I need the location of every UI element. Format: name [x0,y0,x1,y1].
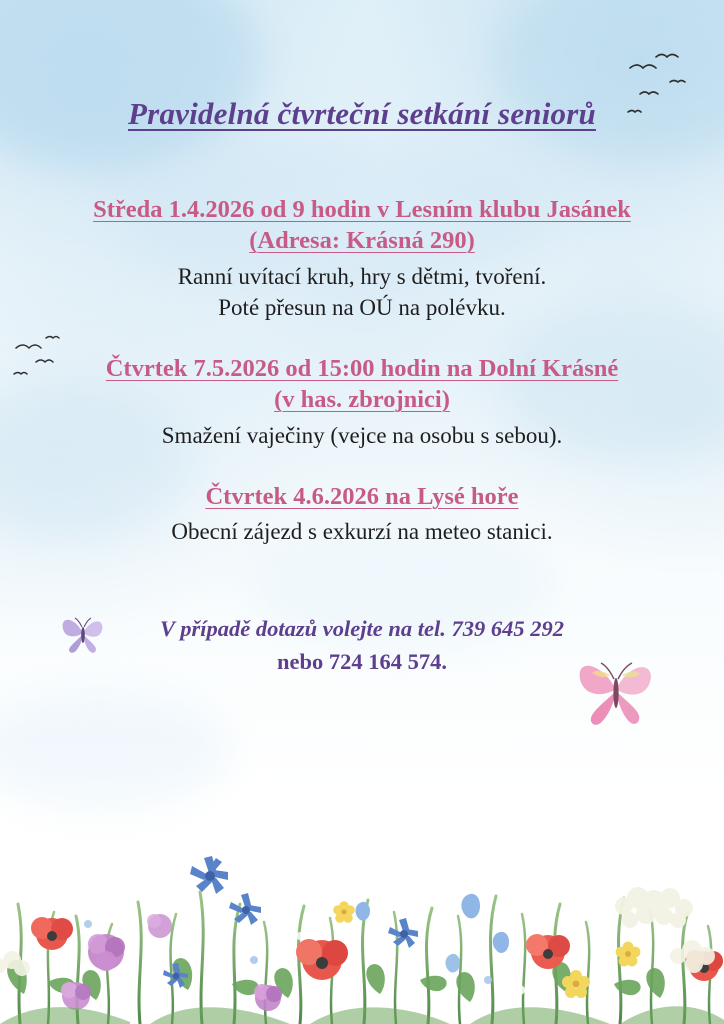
event-heading-1-sub: (Adresa: Krásná 290) [249,227,475,255]
event-block-1 [0,194,724,323]
event-heading-2-main: Čtvrtek 7.5.2026 od 15:00 hodin na Dolní Krásné [105,354,619,382]
page-title: Pravidelná čtvrteční setkání seniorů [128,96,596,131]
spacer [0,323,724,353]
spacer [0,132,724,194]
event-heading-2 [0,353,724,416]
contact-block [0,613,724,678]
event-body-2 [0,420,724,451]
contact-line-2: nebo 724 164 574. [276,648,447,674]
event-heading-1 [0,194,724,257]
event-block-3 [0,481,724,547]
event-body-2-line-1: Smažení vaječiny (vejce na osobu s sebou). [161,422,563,448]
spacer [0,451,724,481]
event-body-3 [0,516,724,547]
event-heading-3 [0,481,724,512]
event-heading-2-sub: (v has. zbrojnici) [274,386,450,414]
event-heading-3-main: Čtvrtek 4.6.2026 na Lysé hoře [205,482,519,510]
event-body-1-line-1: Ranní uvítací kruh, hry s dětmi, tvoření. [177,263,547,289]
event-block-2 [0,353,724,451]
event-body-1 [0,261,724,323]
event-body-3-line-1: Obecní zájezd s exkurzí na meteo stanici. [171,518,553,544]
event-heading-1-main: Středa 1.4.2026 od 9 hodin v Lesním klubu Jasánek [93,196,631,223]
event-body-1-line-2: Poté přesun na OÚ na polévku. [218,294,506,320]
watercolor-wash [0,690,230,810]
wildflower-meadow-illustration [0,784,724,1024]
spacer [0,547,724,613]
contact-line-1: V případě dotazů volejte na tel. 739 645 292 [160,615,564,641]
